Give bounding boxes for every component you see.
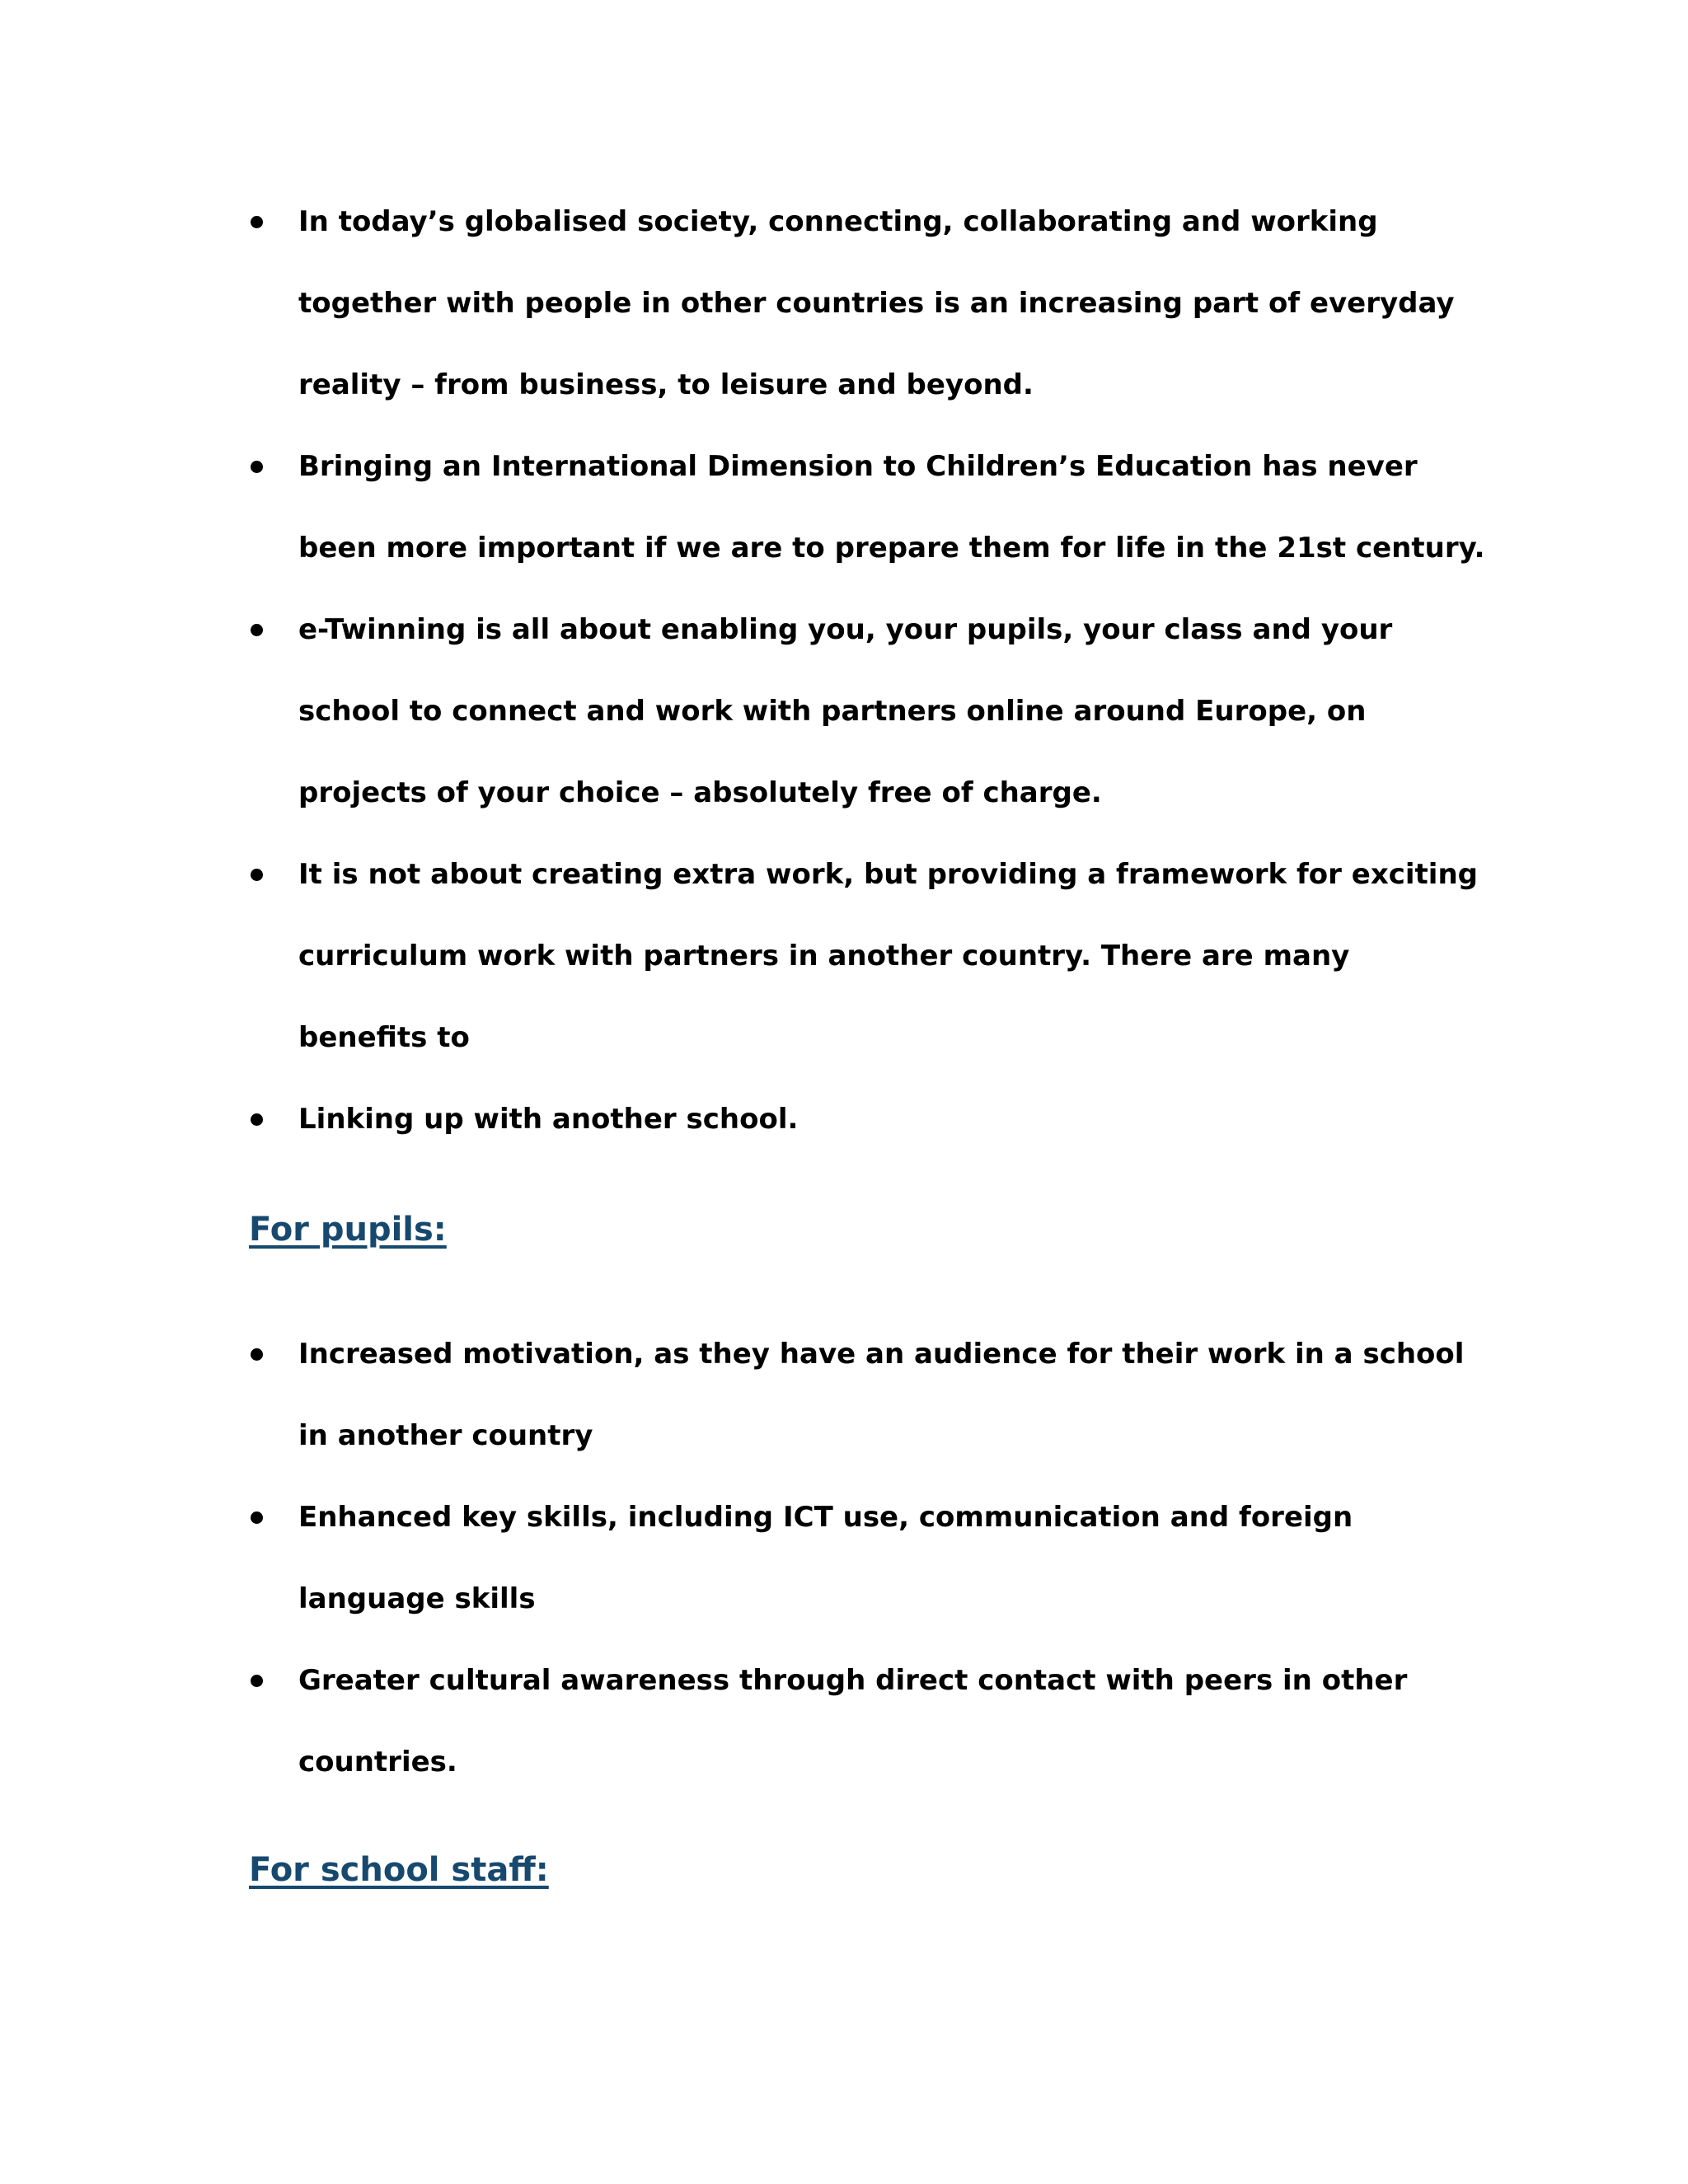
- bullet-text: Bringing an International Dimension to Children’s Education has never been more important if we are to prepare them for life in the 21st century.: [298, 450, 1485, 565]
- bullet-text: Greater cultural awareness through direct contact with peers in other countries.: [298, 1664, 1408, 1779]
- list-item: [249, 1079, 1485, 1160]
- list-item: [249, 181, 1485, 426]
- list-item: [249, 834, 1485, 1079]
- bullet-text: Enhanced key skills, including ICT use, communication and foreign language skills: [298, 1501, 1353, 1615]
- list-item: [249, 1314, 1485, 1477]
- list-item: [249, 426, 1485, 589]
- bullet-icon: [251, 1113, 263, 1126]
- list-item: [249, 1477, 1485, 1640]
- bullet-icon: [251, 216, 263, 228]
- bullet-icon: [251, 1675, 263, 1687]
- bullet-icon: [251, 1511, 263, 1524]
- bullet-icon: [251, 624, 263, 636]
- bullet-text: In today’s globalised society, connecting, collaborating and working together with people in other countries is an increasing part of everyday reality – from business, to leisure and beyond.: [298, 205, 1455, 401]
- section-heading-staff: For school staff:: [249, 1851, 549, 1889]
- bullet-icon: [251, 1348, 263, 1361]
- list-item: [249, 1640, 1485, 1803]
- bullet-text: e-Twinning is all about enabling you, your pupils, your class and your school to connect and work with partners online around Europe, on projects of your choice – absolutely free of charge.: [298, 613, 1393, 809]
- intro-bullet-list: [249, 181, 1485, 1160]
- pupils-bullet-list: [249, 1314, 1485, 1803]
- bullet-icon: [251, 869, 263, 881]
- bullet-text: It is not about creating extra work, but providing a framework for exciting curriculum work with partners in another country. There are many benefits to: [298, 858, 1479, 1054]
- bullet-text: Increased motivation, as they have an audience for their work in a school in another country: [298, 1338, 1465, 1452]
- bullet-text: Linking up with another school.: [298, 1103, 799, 1136]
- section-heading-pupils: For pupils:: [249, 1211, 447, 1249]
- bullet-icon: [251, 461, 263, 473]
- list-item: [249, 589, 1485, 834]
